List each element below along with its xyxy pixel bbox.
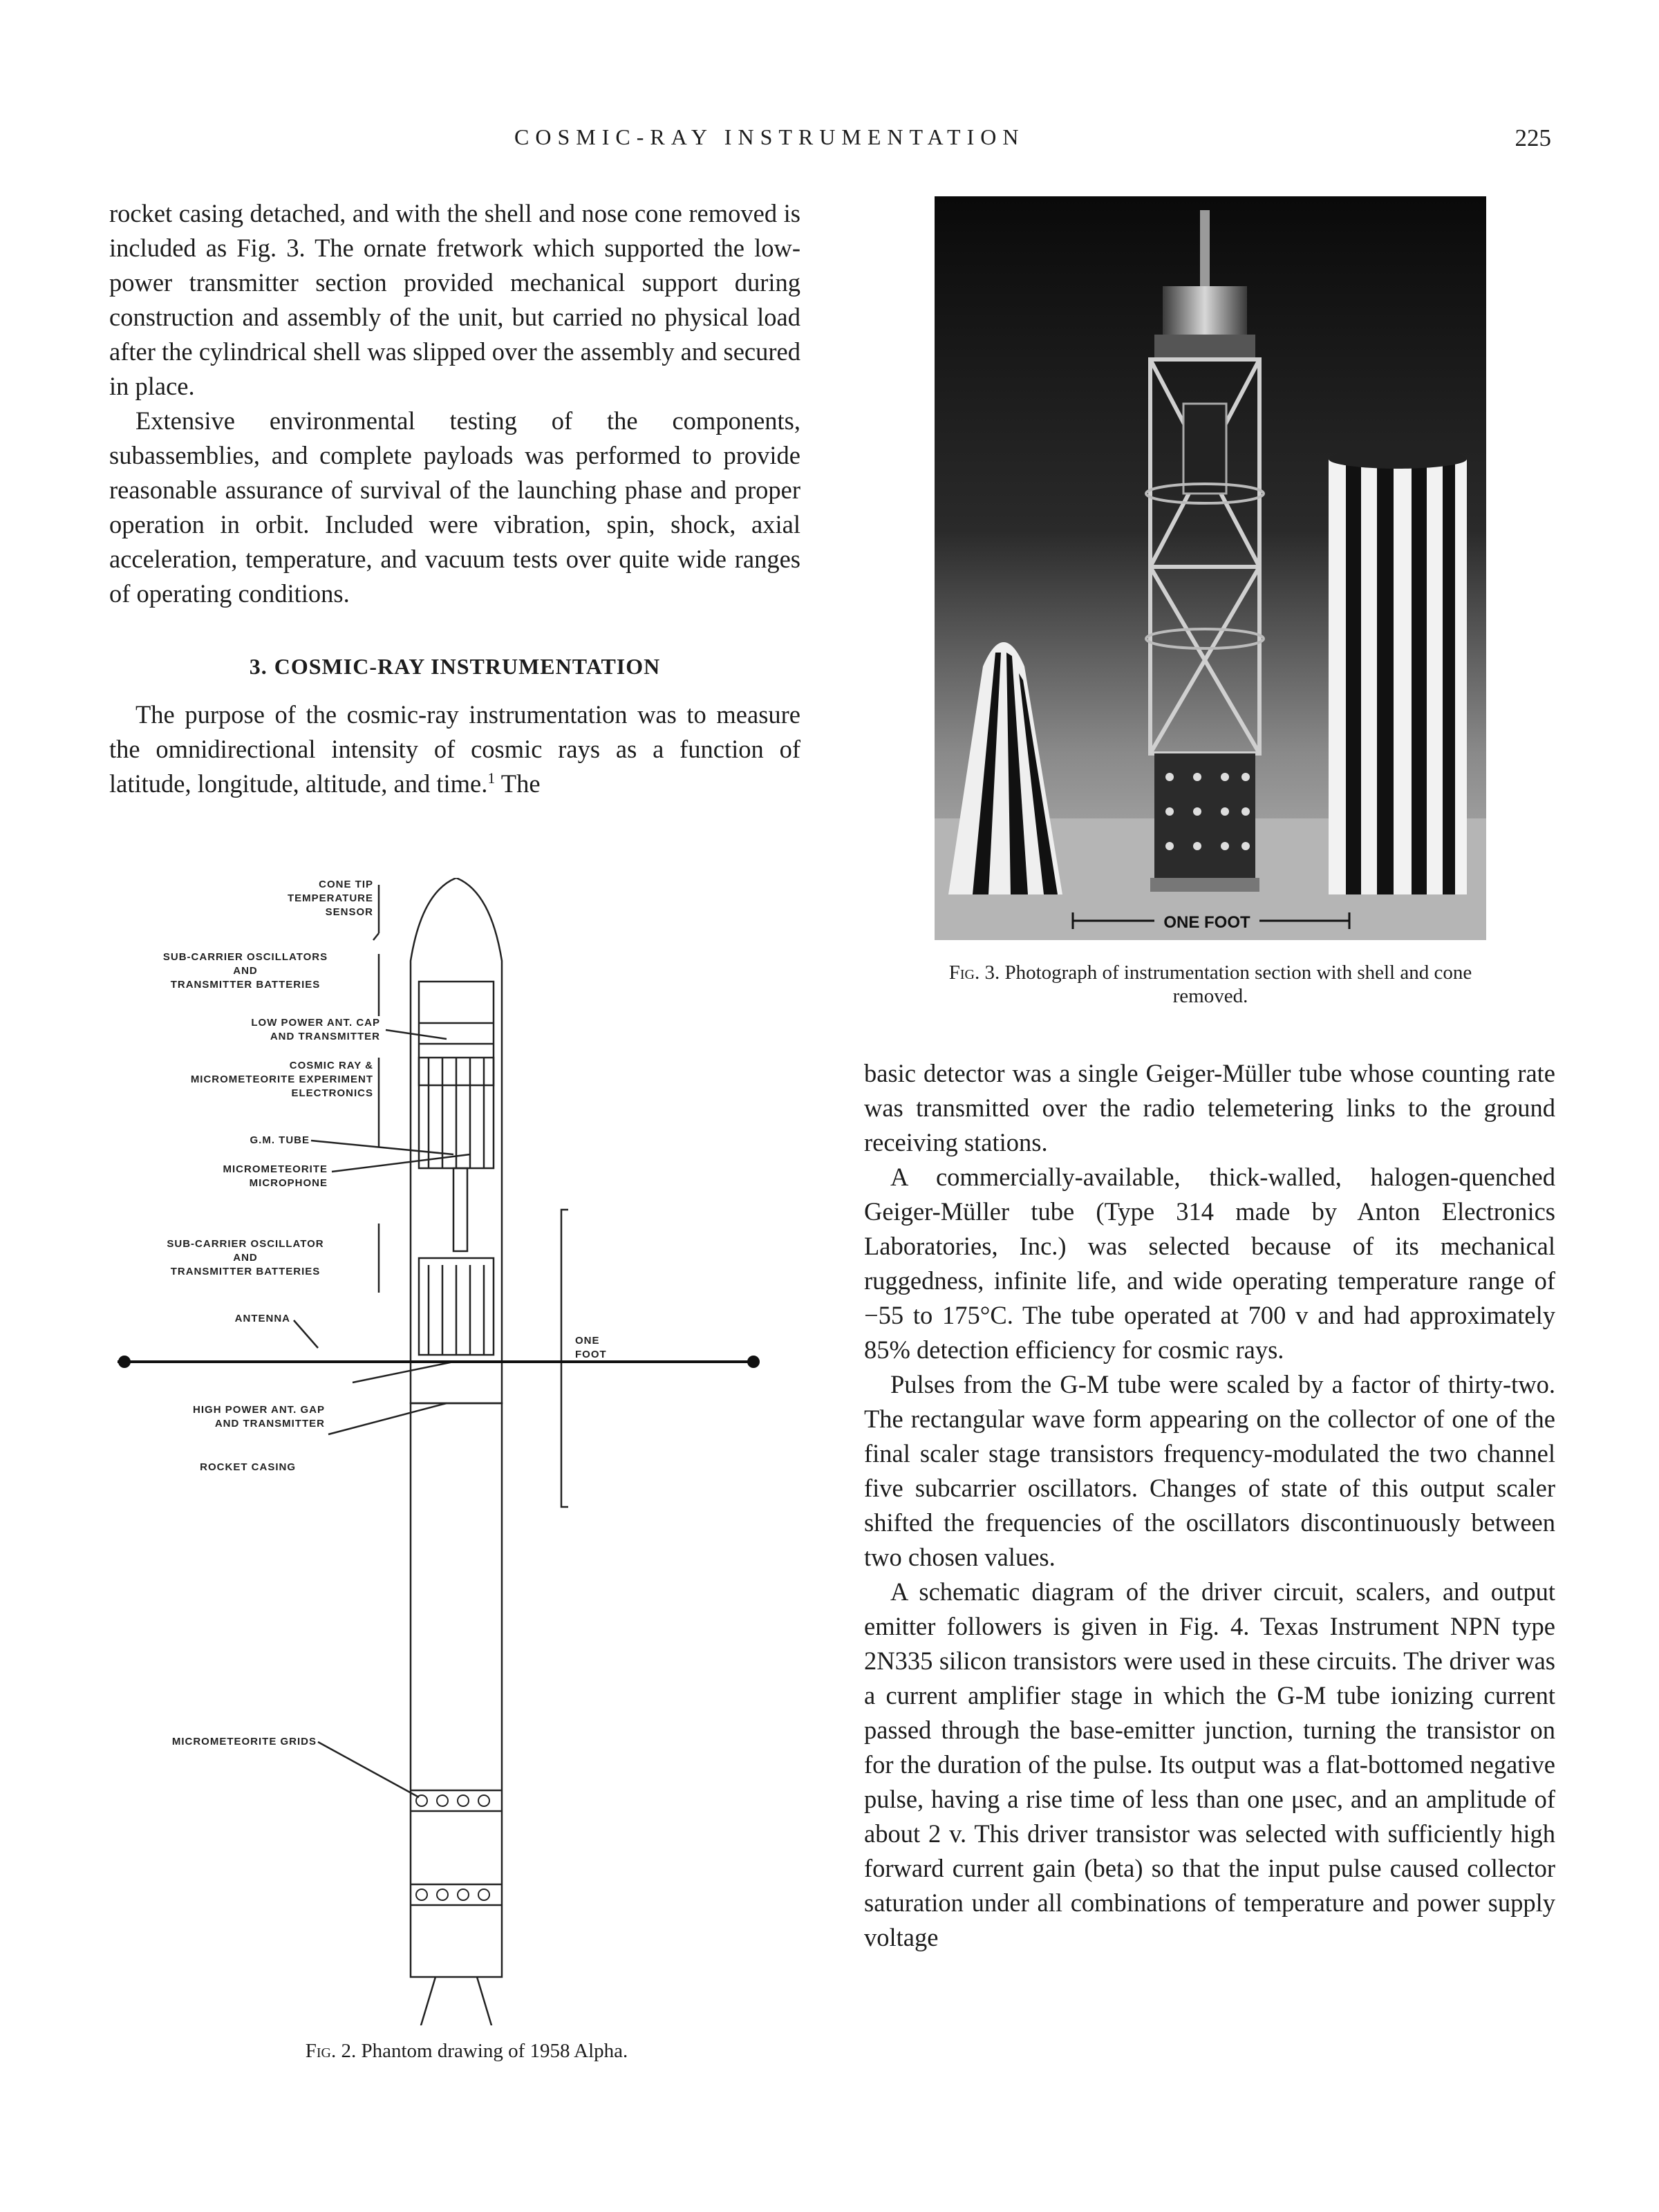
paragraph: A schematic diagram of the driver circuit, scalers, and output emitter followers is given in Fig. 4. Texas Instrument NPN type 2N335 silicon transistors were used in these circuits. The driver was a current amplifier stage in which the G-M tube ionizing current passed through the base-emitter junction, turning the transistor on for the duration of the pulse. Its output was a flat-bottomed negative pulse, having a rise time of less than one μsec, and an amplitude of about 2 v. This driver transistor was selected with sufficiently high forward current gain (beta) so that the input pulse caused collector saturation under all combinations of temperature and power supply voltage: [864, 1577, 1555, 1951]
paragraph: rocket casing detached, and with the shell and nose cone removed is included as Fig. 3. The ornate fretwork which supported the low-power transmitter section provided mechanical support during construction and assembly of the unit, but carried no physical load after the cylindrical shell was slipped over the assembly and secured in place.: [109, 199, 800, 400]
figure-3-photograph: [935, 196, 1486, 940]
label-line: MICROPHONE: [249, 1177, 328, 1189]
label-micrometeorite-grids: [118, 1735, 317, 1749]
label-line: G.M. TUBE: [250, 1134, 310, 1146]
label-line: ELECTRONICS: [291, 1087, 373, 1099]
caption-text: Phantom drawing of 1958 Alpha.: [361, 2040, 628, 2062]
section-title: COSMIC-RAY INSTRUMENTATION: [274, 654, 661, 679]
label-line: COSMIC RAY &: [289, 1060, 373, 1071]
paragraph: A commercially-available, thick-walled, halogen-quenched Geiger-Müller tube (Type 314 made by Anton Electronics Laboratories, Inc.) was selected because of its mechanical ruggedness, infinite life, and wide operating temperature range of −55 to 175°C. The tube operated at 700 v and had approximately 85% detection efficiency for cosmic rays.: [864, 1163, 1555, 1364]
label-line: TRANSMITTER BATTERIES: [170, 1266, 321, 1277]
label-rocket-casing: [118, 1461, 296, 1474]
label-line: TRANSMITTER BATTERIES: [170, 979, 321, 991]
label-micrometeorite-microphone: [118, 1163, 328, 1190]
label-line: SUB-CARRIER OSCILLATOR: [167, 1238, 324, 1250]
running-title: COSMIC-RAY INSTRUMENTATION: [514, 124, 1025, 149]
label-line: MICROMETEORITE GRIDS: [171, 1736, 317, 1747]
label-line: ANTENNA: [234, 1313, 290, 1324]
label-line: MICROMETEORITE EXPERIMENT: [190, 1074, 373, 1085]
page-header: [0, 124, 1659, 159]
figure-label: Fig. 3.: [948, 962, 1000, 984]
shell-cylinder: [1329, 449, 1467, 894]
label-line: TEMPERATURE: [287, 892, 373, 904]
footnote-marker: 1: [487, 769, 496, 787]
label-cosmic-ray: [118, 1059, 373, 1100]
caption-text: Photograph of instrumentation section with shell and cone removed.: [1004, 962, 1472, 1007]
label-antenna: [118, 1312, 290, 1326]
label-one-foot: [575, 1334, 607, 1362]
figure-label: Fig. 2.: [305, 2040, 357, 2062]
label-line: LOW POWER ANT. CAP: [251, 1017, 380, 1029]
section-number: 3.: [249, 654, 268, 679]
label-high-power: [118, 1403, 325, 1431]
figure-3-caption: [935, 961, 1486, 1008]
paragraph-text: The purpose of the cosmic-ray instrumentation was to measure the omnidirectional intensity of cosmic rays as a function of latitude, longitude, altitude, and time.: [109, 700, 800, 798]
figure-2-drawing: [118, 878, 809, 2025]
label-line: AND: [233, 965, 258, 977]
section-heading: [109, 654, 800, 679]
paragraph-text-tail: The: [495, 769, 541, 798]
label-line: SENSOR: [325, 906, 373, 918]
label-line: HIGH POWER ANT. GAP: [193, 1404, 325, 1416]
label-line: ROCKET CASING: [200, 1461, 296, 1473]
page-number: 225: [1515, 124, 1551, 151]
scale-bar-label: ONE FOOT: [1163, 913, 1250, 932]
paragraph: Pulses from the G-M tube were scaled by a factor of thirty-two. The rectangular wave form appearing on the collector of one of the final scaler stage transistors frequency-modulated the two channel five subcarrier oscillators. Changes of state of this output scaler shifted the frequencies of the oscillators discontinuously between two chosen values.: [864, 1370, 1555, 1571]
label-line: FOOT: [575, 1349, 607, 1360]
label-line: CONE TIP: [319, 879, 373, 890]
label-low-power: [118, 1016, 380, 1044]
label-line: SUB-CARRIER OSCILLATORS: [162, 951, 328, 963]
right-column: [864, 1056, 1555, 1955]
label-cone-tip: [228, 878, 373, 919]
label-line: AND: [233, 1252, 258, 1264]
label-line: AND TRANSMITTER: [270, 1031, 380, 1042]
paragraph: Extensive environmental testing of the components, subassemblies, and complete payloads was performed to provide reasonable assurance of survival of the launching phase and proper operation in orbit. Included were vibration, spin, shock, axial acceleration, temperature, and vacuum tests over quite wide ranges of operating conditions.: [109, 406, 800, 608]
paragraph: basic detector was a single Geiger-Müller tube whose counting rate was transmitted over the radio telemetering links to the ground receiving stations.: [864, 1059, 1555, 1156]
paragraph: [109, 697, 800, 801]
left-column: [109, 196, 800, 801]
label-sco-2: [118, 1237, 373, 1279]
label-gm-tube: [118, 1134, 310, 1147]
label-line: AND TRANSMITTER: [214, 1418, 325, 1430]
label-sco-1: [118, 950, 373, 992]
label-line: ONE: [575, 1335, 600, 1347]
figure-2-caption: [207, 2039, 726, 2063]
label-line: MICROMETEORITE: [223, 1163, 328, 1175]
